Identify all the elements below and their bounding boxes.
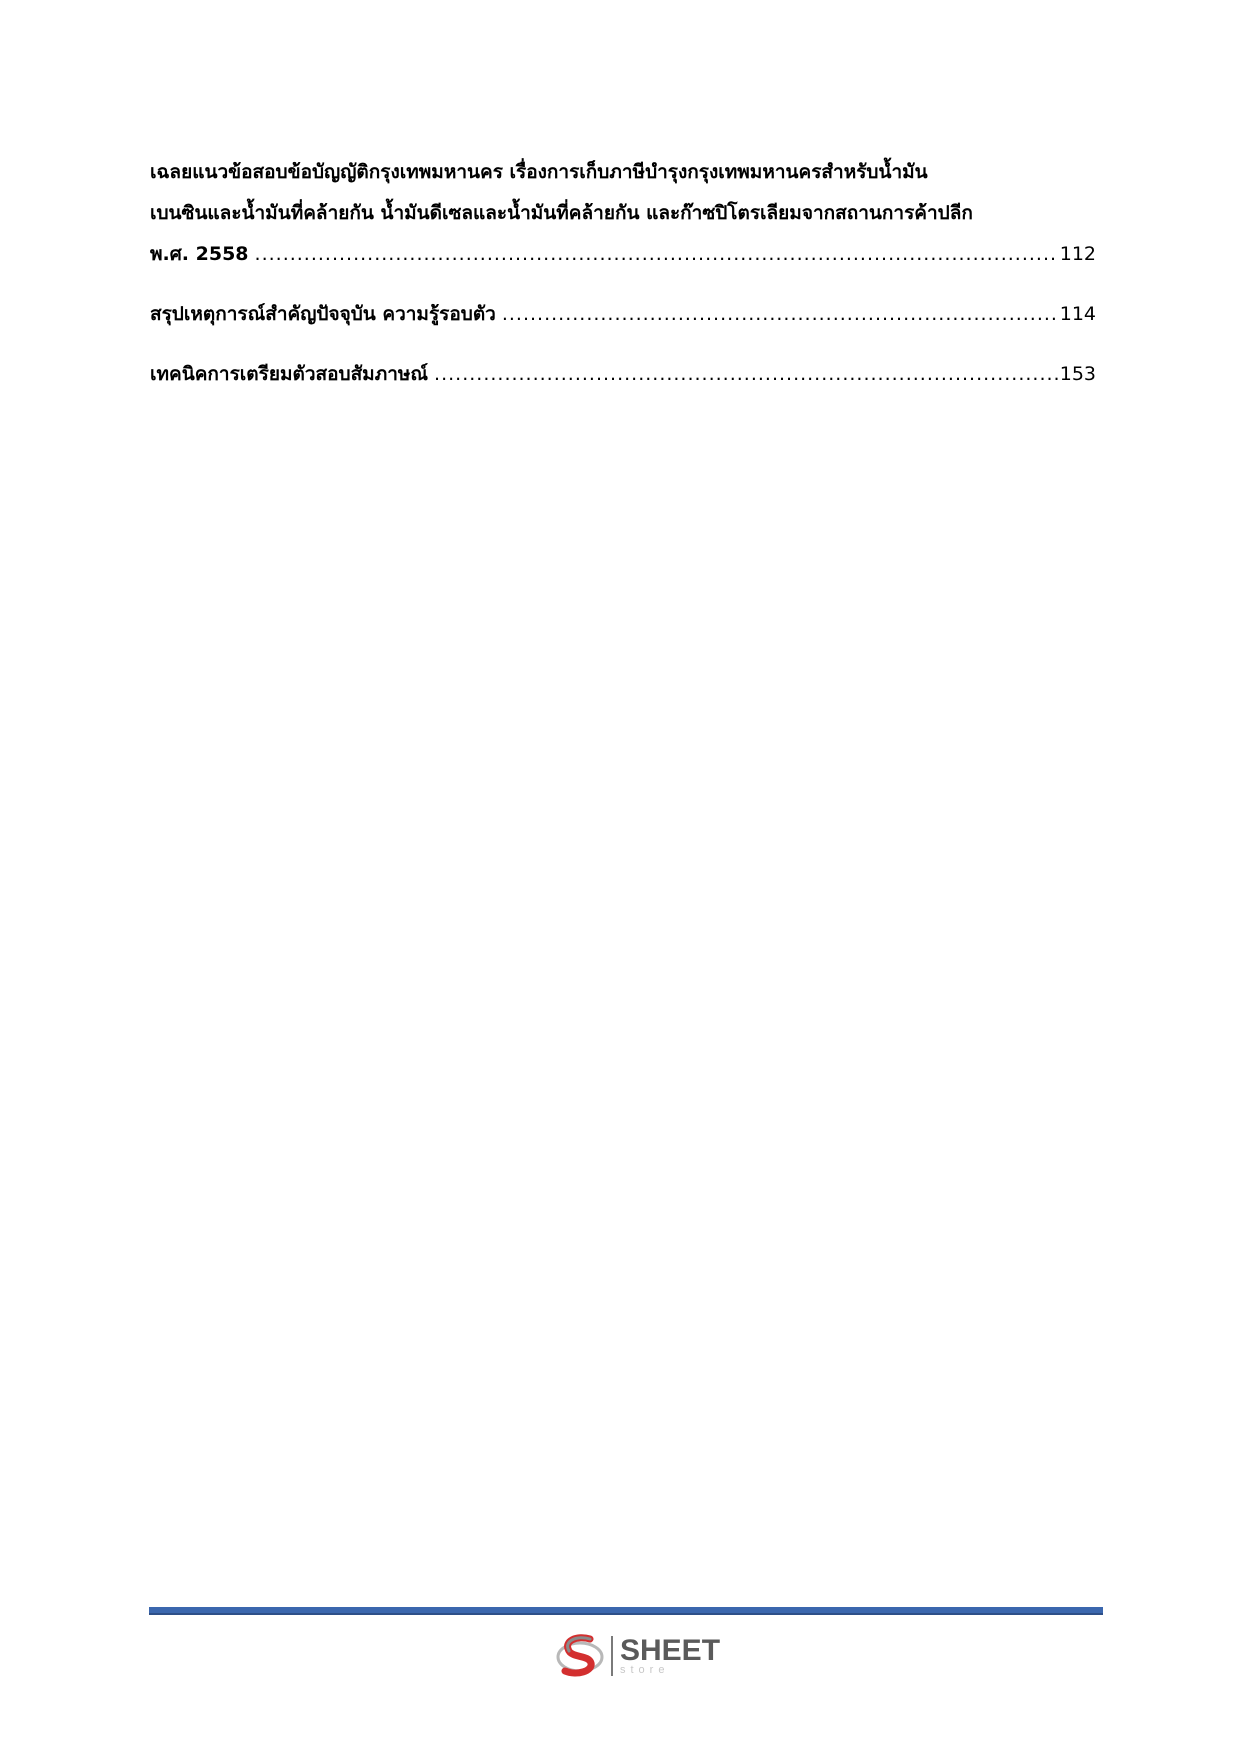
footer-divider-bar xyxy=(149,1607,1103,1615)
sheet-store-s-icon xyxy=(555,1631,605,1681)
logo-divider xyxy=(611,1636,613,1676)
sheet-store-logo xyxy=(555,1630,720,1682)
table-of-contents xyxy=(150,152,1096,395)
toc-page-number: 114 xyxy=(1059,303,1096,325)
toc-page-number: 112 xyxy=(1059,243,1096,265)
toc-entry-title: เทคนิคการเตรียมตัวสอบสัมภาษณ์ xyxy=(150,363,429,385)
logo-subtext: store xyxy=(620,1664,670,1676)
toc-dot-leader xyxy=(434,354,1058,395)
toc-entry-title-line: พ.ศ. 2558 xyxy=(150,243,249,265)
toc-entry[interactable] xyxy=(150,294,1096,335)
toc-entry[interactable] xyxy=(150,354,1096,395)
logo-wordmark: SHEET xyxy=(620,1634,721,1667)
toc-entry-title-line: เฉลยแนวข้อสอบข้อบัญญัติกรุงเทพมหานคร เรื่องการเก็บภาษีบำรุงกรุงเทพมหานครสำหรับน้ำมัน xyxy=(150,161,928,183)
toc-entry[interactable] xyxy=(150,152,1096,275)
toc-dot-leader xyxy=(255,234,1058,275)
toc-entry-title: สรุปเหตุการณ์สำคัญปัจจุบัน ความรู้รอบตัว xyxy=(150,303,496,325)
toc-dot-leader xyxy=(502,294,1058,335)
toc-page-number: 153 xyxy=(1059,363,1096,385)
toc-entry-title-line: เบนซินและน้ำมันที่คล้ายกัน น้ำมันดีเซลและน้ำมันที่คล้ายกัน และก๊าซปิโตรเลียมจากสถานการค้าปลีก xyxy=(150,202,973,224)
